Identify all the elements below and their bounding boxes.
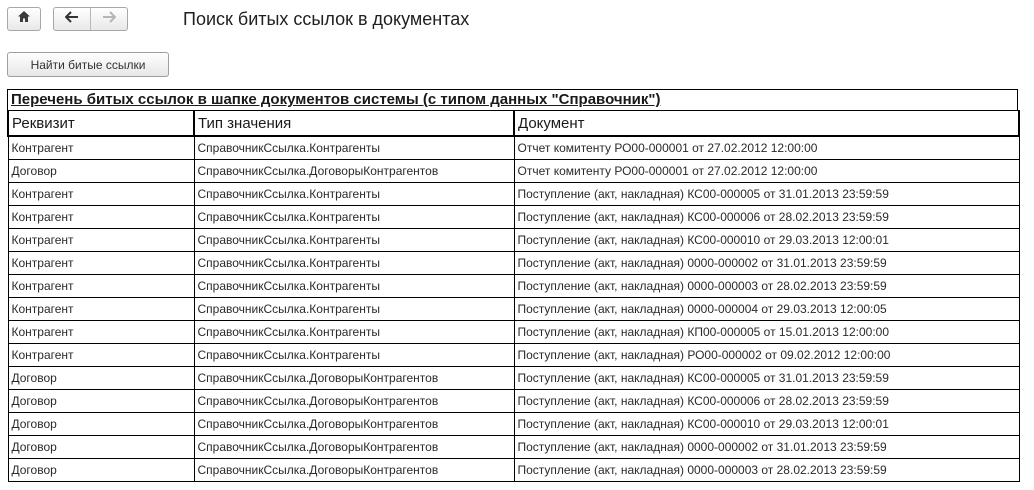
cell-attribute: Контрагент (8, 344, 194, 367)
cell-value-type: СправочникСсылка.Контрагенты (194, 252, 514, 275)
toolbar (7, 6, 128, 32)
column-header-document: Документ (514, 111, 1019, 137)
cell-attribute: Договор (8, 459, 194, 482)
find-broken-links-button[interactable]: Найти битые ссылки (7, 52, 169, 77)
column-header-attribute: Реквизит (8, 111, 194, 137)
table-row[interactable] (8, 321, 1019, 344)
cell-value-type: СправочникСсылка.Контрагенты (194, 136, 514, 160)
cell-value-type: СправочникСсылка.Контрагенты (194, 229, 514, 252)
table-row[interactable] (8, 252, 1019, 275)
cell-value-type: СправочникСсылка.ДоговорыКонтрагентов (194, 436, 514, 459)
table-row[interactable] (8, 436, 1019, 459)
table-row[interactable] (8, 344, 1019, 367)
cell-document: Поступление (акт, накладная) 0000-000004 от 29.03.2013 12:00:05 (514, 298, 1019, 321)
table-row[interactable] (8, 413, 1019, 436)
home-button[interactable] (7, 7, 41, 31)
cell-document: Поступление (акт, накладная) КС00-000010 от 29.03.2013 12:00:01 (514, 413, 1019, 436)
table-header-row (8, 111, 1019, 137)
cell-document: Поступление (акт, накладная) КС00-000005 от 31.01.2013 23:59:59 (514, 183, 1019, 206)
arrow-right-icon (102, 10, 116, 28)
page-title: Поиск битых ссылок в документах (183, 9, 470, 29)
table-row[interactable] (8, 183, 1019, 206)
cell-value-type: СправочникСсылка.ДоговорыКонтрагентов (194, 367, 514, 390)
cell-attribute: Договор (8, 367, 194, 390)
table-row[interactable] (8, 390, 1019, 413)
cell-document: Поступление (акт, накладная) 0000-000002 от 31.01.2013 23:59:59 (514, 436, 1019, 459)
table-row[interactable] (8, 206, 1019, 229)
table-row[interactable] (8, 367, 1019, 390)
cell-document: Поступление (акт, накладная) 0000-000003 от 28.02.2013 23:59:59 (514, 459, 1019, 482)
cell-document: Поступление (акт, накладная) 0000-000003 от 28.02.2013 23:59:59 (514, 275, 1019, 298)
cell-value-type: СправочникСсылка.Контрагенты (194, 206, 514, 229)
table-row[interactable] (8, 298, 1019, 321)
report (7, 89, 1018, 482)
cell-document: Поступление (акт, накладная) РО00-000002 от 09.02.2012 12:00:00 (514, 344, 1019, 367)
table-row[interactable] (8, 275, 1019, 298)
cell-value-type: СправочникСсылка.Контрагенты (194, 298, 514, 321)
cell-attribute: Договор (8, 160, 194, 183)
back-button[interactable] (54, 8, 90, 30)
home-icon (17, 10, 31, 28)
table-row[interactable] (8, 160, 1019, 183)
cell-attribute: Договор (8, 413, 194, 436)
cell-attribute: Договор (8, 436, 194, 459)
cell-attribute: Договор (8, 390, 194, 413)
broken-links-table (7, 110, 1020, 482)
cell-document: Поступление (акт, накладная) КС00-000006 от 28.02.2013 23:59:59 (514, 390, 1019, 413)
cell-document: Поступление (акт, накладная) 0000-000002 от 31.01.2013 23:59:59 (514, 252, 1019, 275)
cell-document: Отчет комитенту РО00-000001 от 27.02.2012 12:00:00 (514, 136, 1019, 160)
table-row[interactable] (8, 229, 1019, 252)
navigation-group (53, 7, 128, 31)
cell-value-type: СправочникСсылка.ДоговорыКонтрагентов (194, 459, 514, 482)
table-row[interactable] (8, 136, 1019, 160)
cell-document: Поступление (акт, накладная) КС00-000005 от 31.01.2013 23:59:59 (514, 367, 1019, 390)
cell-document: Поступление (акт, накладная) КС00-000006 от 28.02.2013 23:59:59 (514, 206, 1019, 229)
cell-attribute: Контрагент (8, 183, 194, 206)
cell-value-type: СправочникСсылка.ДоговорыКонтрагентов (194, 160, 514, 183)
cell-value-type: СправочникСсылка.Контрагенты (194, 344, 514, 367)
column-header-value-type: Тип значения (194, 111, 514, 137)
cell-document: Поступление (акт, накладная) КП00-000005 от 15.01.2013 12:00:00 (514, 321, 1019, 344)
cell-document: Отчет комитенту РО00-000001 от 27.02.2012 12:00:00 (514, 160, 1019, 183)
cell-attribute: Контрагент (8, 298, 194, 321)
cell-document: Поступление (акт, накладная) КС00-000010 от 29.03.2013 12:00:01 (514, 229, 1019, 252)
report-caption: Перечень битых ссылок в шапке документов системы (с типом данных "Справочник") (7, 89, 1018, 110)
cell-attribute: Контрагент (8, 229, 194, 252)
cell-value-type: СправочникСсылка.Контрагенты (194, 321, 514, 344)
cell-attribute: Контрагент (8, 136, 194, 160)
cell-attribute: Контрагент (8, 321, 194, 344)
cell-value-type: СправочникСсылка.ДоговорыКонтрагентов (194, 413, 514, 436)
cell-value-type: СправочникСсылка.Контрагенты (194, 275, 514, 298)
cell-attribute: Контрагент (8, 206, 194, 229)
cell-value-type: СправочникСсылка.Контрагенты (194, 183, 514, 206)
cell-attribute: Контрагент (8, 252, 194, 275)
forward-button[interactable] (90, 8, 127, 30)
cell-attribute: Контрагент (8, 275, 194, 298)
arrow-left-icon (65, 10, 79, 28)
table-row[interactable] (8, 459, 1019, 482)
cell-value-type: СправочникСсылка.ДоговорыКонтрагентов (194, 390, 514, 413)
